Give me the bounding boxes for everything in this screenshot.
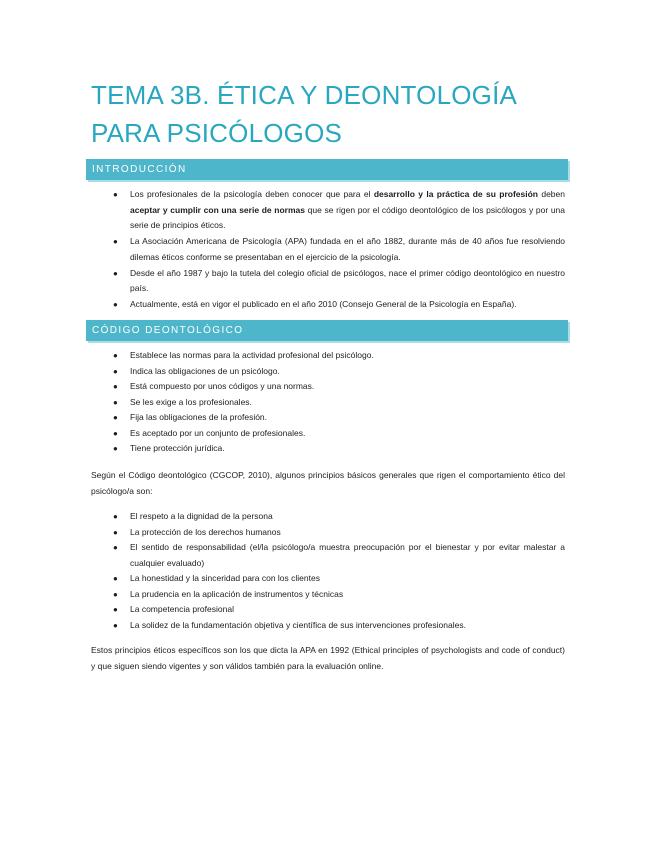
bullet-icon: ● [113,605,118,614]
bullet-icon: ● [113,190,118,199]
list-item: ● Establece las normas para la actividad profesional del psicólogo. [113,348,565,364]
bullet-icon: ● [113,237,118,246]
list-item: ● El respeto a la dignidad de la persona [113,509,565,525]
document-title: TEMA 3B. ÉTICA Y DEONTOLOGÍA PARA PSICÓLOGOS [91,80,516,148]
intro-bullet-list [113,187,565,313]
list-item: ● Los profesionales de la psicología deben conocer que para el desarrollo y la práctica de su profesión deben aceptar y cumplir con una serie de normas que se rigen por el código deontológico de los psicólogos y por una serie de principios éticos. [113,189,565,230]
list-item: ● El sentido de responsabilidad (el/la psicólogo/a muestra preocupación por el bienestar y por evitar malestar a cualquier evaluado) [113,542,565,568]
bullet-icon: ● [113,527,118,537]
list-item: ● La competencia profesional [113,602,565,618]
list-item: ● Está compuesto por unos códigos y una normas. [113,379,565,395]
list-item: ● Es aceptado por un conjunto de profesionales. [113,426,565,442]
bullet-icon: ● [113,444,118,453]
list-item: ● La solidez de la fundamentación objetiva y científica de sus intervenciones profesionales. [113,618,565,634]
bullet-icon: ● [113,351,118,360]
list-item: ● Se les exige a los profesionales. [113,395,565,411]
list-item: ● La protección de los derechos humanos [113,525,565,541]
bullet-icon: ● [113,366,118,376]
list-item: ● La prudencia en la aplicación de instrumentos y técnicas [113,587,565,603]
list-item: ● Indica las obligaciones de un psicólogo. [113,364,565,380]
list-item: ● Desde el año 1987 y bajo la tutela del colegio oficial de psicólogos, nace el primer código deontológico en nuestro país. [113,267,565,293]
bullet-icon: ● [113,382,118,391]
bullet-icon: ● [113,543,118,552]
list-item: ● La honestidad y la sinceridad para con los clientes [113,571,565,587]
bullet-icon: ● [113,589,118,599]
principles-intro-paragraph: Según el Código deontológico (CGCOP, 2010), algunos principios básicos generales que rigen el comportamiento ético del psicólogo/a son: [91,470,565,496]
section-heading-introduccion: INTRODUCCIÓN [86,159,568,180]
bullet-icon: ● [113,268,118,278]
codigo-bullet-list [113,348,565,457]
bullet-icon: ● [113,574,118,583]
list-item: ● La Asociación Americana de Psicología (APA) fundada en el año 1882, durante más de 40 años fue resolviendo dilemas éticos conforme se presentaban en el ejercicio de la psicología. [113,236,565,262]
bullet-icon: ● [113,413,118,422]
list-item: ● Fija las obligaciones de la profesión. [113,410,565,426]
section-heading-codigo-deontologico: CÓDIGO DEONTOLÓGICO [86,320,568,341]
bullet-icon: ● [113,620,118,630]
bullet-icon: ● [113,300,118,309]
bullet-icon: ● [113,428,118,438]
bullet-icon: ● [113,397,118,407]
list-item: ● Tiene protección jurídica. [113,441,565,457]
principles-bullet-list [113,509,565,633]
apa-principles-paragraph: Estos principios éticos específicos son los que dicta la APA en 1992 (Ethical principles of psychologists and code of conduct) y que siguen siendo vigentes y son válidos también para la evaluación online. [91,645,565,671]
list-item: ● Actualmente, está en vigor el publicado en el año 2010 (Consejo General de la Psicología en España). [113,297,565,313]
bullet-icon: ● [113,512,118,521]
